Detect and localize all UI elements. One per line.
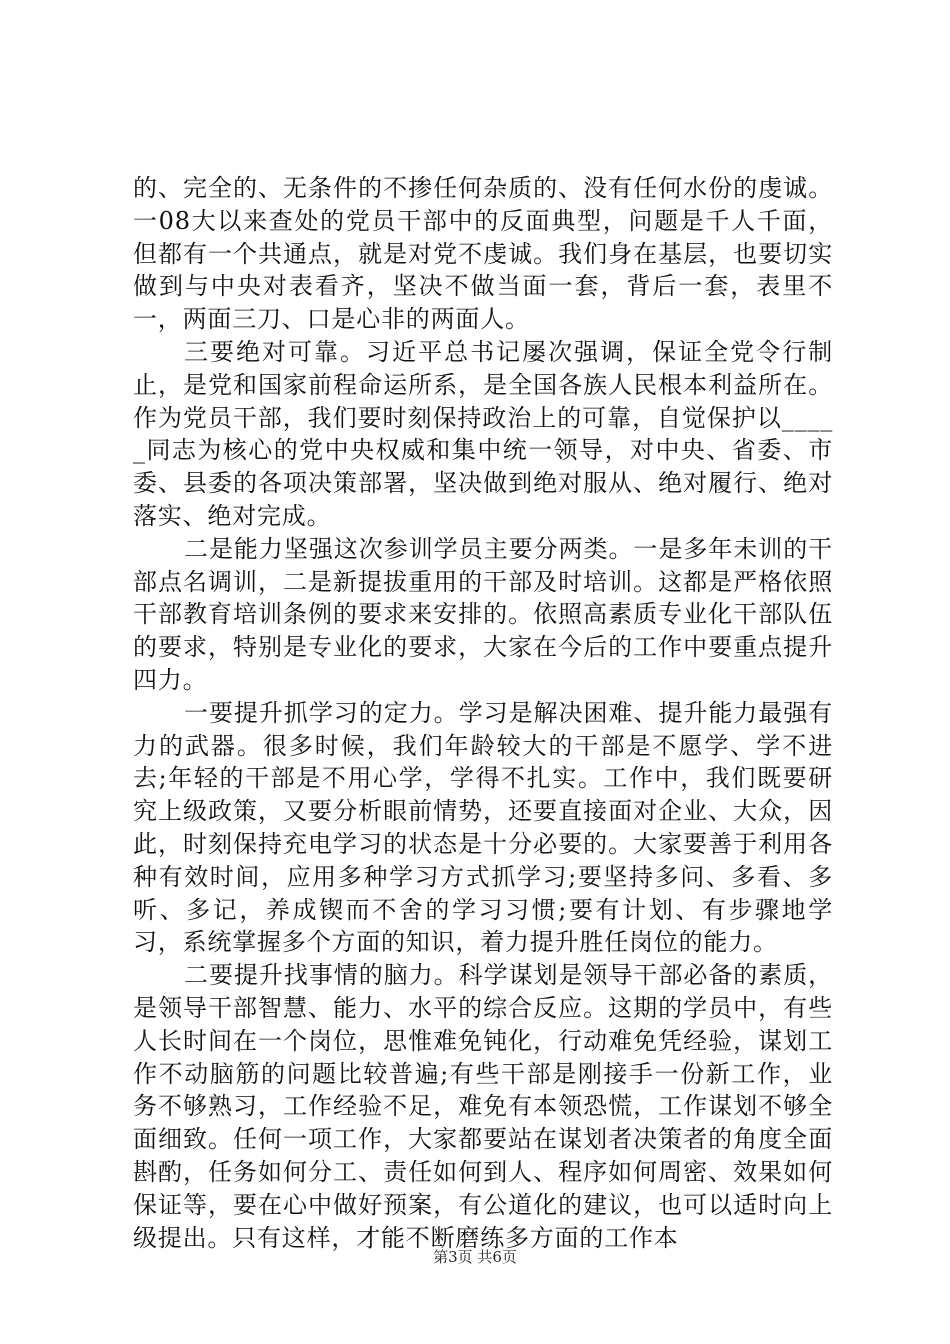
document-body [133,172,833,1254]
paragraph-strong-ability: 二是能力坚强这次参训学员主要分两类。一是多年未训的干部点名调训，二是新提拔重用的干部及时培训。这都是严格依照干部教育培训条例的要求来安排的。依照高素质专业化干部队伍的要求，特别是专业化的要求，大家在今后的工作中要重点提升四力。 [133,534,833,694]
paragraph-learning-focus: 一要提升抓学习的定力。学习是解决困难、提升能力最强有力的武器。很多时候，我们年龄较大的干部是不愿学、学不进去;年轻的干部是不用心学，学得不扎实。工作中，我们既要研究上级政策，又要分析眼前情势，还要直接面对企业、大众，因此，时刻保持充电学习的状态是十分必要的。大家要善于利用各种有效时间，应用多种学习方式抓学习;要坚持多问、多看、多听、多记，养成锲而不舍的学习习惯;要有计划、有步骤地学习，系统掌握多个方面的知识，着力提升胜任岗位的能力。 [133,698,833,957]
paragraph-absolute-reliability: 三要绝对可靠。习近平总书记屡次强调，保证全党令行制止，是党和国家前程命运所系，是全国各族人民根本利益所在。作为党员干部，我们要时刻保持政治上的可靠，自觉保护以_____同志为核心的党中央权威和集中统一领导，对中央、省委、市委、县委的各项决策部署，坚决做到绝对服从、绝对履行、绝对落实、绝对完成。 [133,337,833,530]
paragraph-planning-brainpower: 二要提升找事情的脑力。科学谋划是领导干部必备的素质，是领导干部智慧、能力、水平的综合反应。这期的学员中，有些人长时间在一个岗位，思惟难免钝化，行动难免凭经验，谋划工作不动脑筋的问题比较普遍;有些干部是刚接手一份新工作，业务不够熟习，工作经验不足，难免有本领恐慌，工作谋划不够全面细致。任何一项工作，大家都要站在谋划者决策者的角度全面斟酌，任务如何分工、责任如何到人、程序如何周密、效果如何保证等，要在心中做好预案，有公道化的建议，也可以适时向上级提出。只有这样，才能不断磨练多方面的工作本 [133,961,833,1252]
page-number-footer: 第3页 共6页 [433,1248,517,1266]
paragraph-continuation: 的、完全的、无条件的不掺任何杂质的、没有任何水份的虔诚。一08大以来查处的党员干部中的反面典型，问题是千人千面，但都有一个共通点，就是对党不虔诚。我们身在基层，也要切实做到与中央对表看齐，坚决不做当面一套，背后一套，表里不一，两面三刀、口是心非的两面人。 [133,174,833,334]
